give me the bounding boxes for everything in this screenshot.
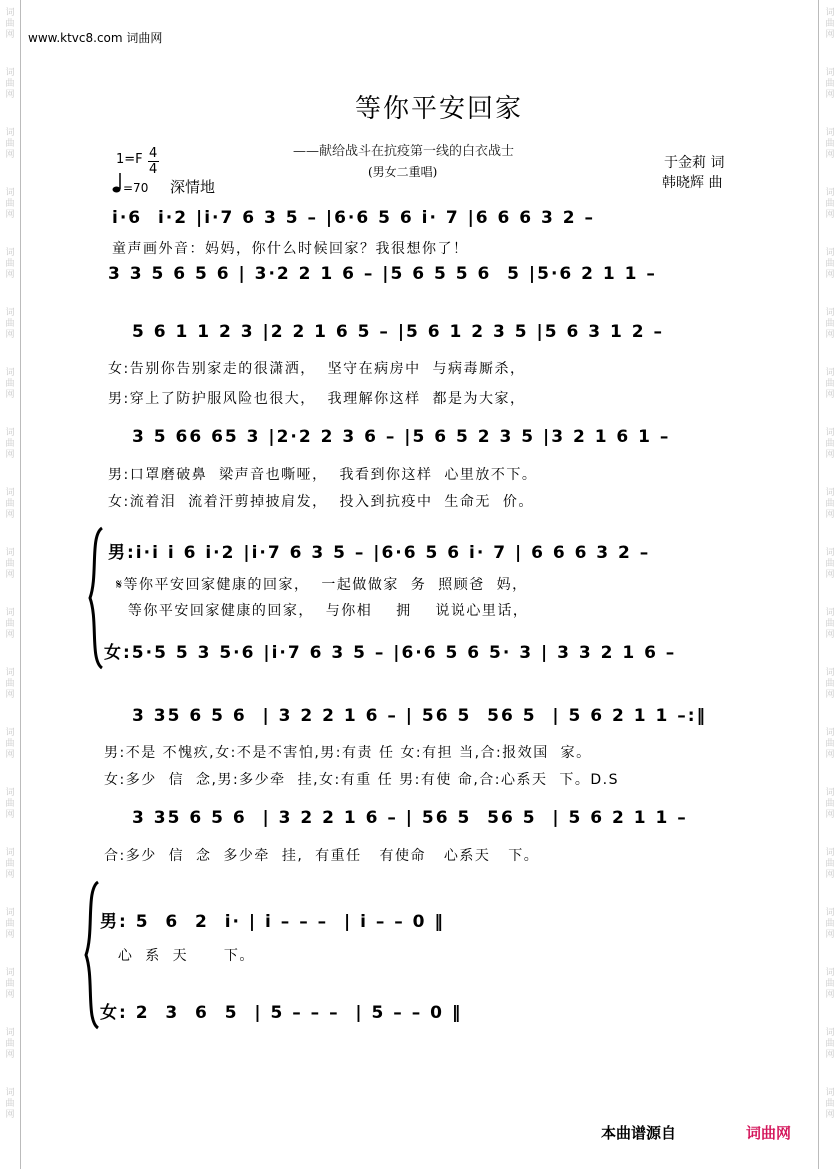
- watermark-text: 词 曲 网: [825, 848, 835, 880]
- watermark-text: 词 曲 网: [5, 1028, 15, 1060]
- watermark-text: 词 曲 网: [825, 308, 835, 340]
- tempo-mark: =70: [123, 181, 149, 195]
- watermark-text: 词 曲 网: [825, 908, 835, 940]
- watermark-text: 词 曲 网: [825, 368, 835, 400]
- lyric-line-4: 男:口罩磨破鼻 梁声音也嘶哑， 我看到你这样 心里放不下。: [108, 467, 538, 483]
- watermark-text: 词 曲 网: [825, 668, 835, 700]
- footer-source-label: 本曲谱源自: [601, 1124, 677, 1142]
- watermark-text: 词 曲 网: [825, 788, 835, 820]
- score-line-10-female: 女: 2 3 6 5 | 5 – – – | 5 – – 0 ‖: [100, 1003, 463, 1023]
- watermark-text: 词 曲 网: [825, 248, 835, 280]
- lyric-line-6: 𝄋等你平安回家健康的回家， 一起做做家 务 照顾爸 妈，: [116, 577, 528, 593]
- watermark-text: 词 曲 网: [5, 788, 15, 820]
- system-brace-2: [82, 880, 100, 1034]
- score-line-7: 3 35 6 5 6 | 3 2 2 1 6 – | 56 5 56 5 | 5 6 2 1 1 –:‖: [132, 706, 708, 726]
- watermark-text: 词 曲 网: [5, 8, 15, 40]
- lyric-line-7: 等你平安回家健康的回家， 与你相 拥 说说心里话，: [116, 603, 529, 619]
- score-line-5-male: 男:i·i i 6 i·2 |i·7 6 3 5 – |6·6 5 6 i· 7 | 6 6 6 3 2 –: [108, 543, 651, 563]
- lyric-line-2: 女:告别你告别家走的很潇洒， 坚守在病房中 与病毒厮杀，: [108, 361, 526, 377]
- lyric-line-1: 童声画外音：妈妈，你什么时候回家？我很想你了！: [112, 241, 469, 257]
- watermark-text: 词 曲 网: [825, 1028, 835, 1060]
- watermark-text: 词 曲 网: [825, 548, 835, 580]
- time-signature-bottom: 4: [149, 162, 158, 177]
- watermark-text: 词 曲 网: [5, 908, 15, 940]
- subtitle: ——献给战斗在抗疫第一线的白衣战士: [293, 144, 515, 159]
- watermark-text: 词 曲 网: [825, 68, 835, 100]
- score-line-3: 5 6 1 1 2 3 |2 2 1 6 5 – |5 6 1 2 3 5 |5 6 3 1 2 –: [132, 322, 664, 342]
- quarter-note-icon: [112, 172, 122, 198]
- voicing-note: (男女二重唱): [368, 165, 438, 179]
- watermark-text: 词 曲 网: [825, 8, 835, 40]
- composer-credit: 韩晓辉 曲: [662, 175, 723, 191]
- watermark-text: 词 曲 网: [5, 668, 15, 700]
- page-title: 等你平安回家: [355, 94, 524, 124]
- watermark-text: 词 曲 网: [5, 188, 15, 220]
- system-brace-1: [86, 526, 104, 674]
- watermark-text: 词 曲 网: [5, 248, 15, 280]
- key-signature: 1=F: [116, 152, 143, 167]
- watermark-text: 词 曲 网: [5, 428, 15, 460]
- lyric-line-3: 男:穿上了防护服风险也很大， 我理解你这样 都是为大家，: [108, 391, 526, 407]
- score-line-8: 3 35 6 5 6 | 3 2 2 1 6 – | 56 5 56 5 | 5 6 2 1 1 –: [132, 808, 688, 828]
- score-line-6-female: 女:5·5 5 3 5·6 |i·7 6 3 5 – |6·6 5 6 5· 3 | 3 3 2 1 6 –: [104, 643, 677, 663]
- expression-mark: 深情地: [170, 178, 216, 196]
- lyric-line-10: 合:多少 信 念 多少牵 挂, 有重任 有使命 心系天 下。: [104, 848, 540, 864]
- watermark-text: 词 曲 网: [825, 488, 835, 520]
- footer-brand-link[interactable]: 词曲网: [746, 1124, 792, 1142]
- watermark-text: 词 曲 网: [5, 608, 15, 640]
- left-margin-line: [20, 0, 21, 1169]
- watermark-text: 词 曲 网: [825, 128, 835, 160]
- watermark-text: 词 曲 网: [825, 188, 835, 220]
- watermark-text: 词 曲 网: [5, 308, 15, 340]
- watermark-text: 词 曲 网: [5, 728, 15, 760]
- score-line-4: 3 5 66 65 3 |2·2 2 3 6 – |5 6 5 2 3 5 |3 2 1 6 1 –: [132, 427, 671, 447]
- lyric-line-9: 女:多少 信 念,男:多少牵 挂,女:有重 任 男:有使 命,合:心系天 下。D.S: [104, 772, 620, 788]
- lyric-line-5: 女:流着泪 流着汗剪掉披肩发， 投入到抗疫中 生命无 价。: [108, 494, 534, 510]
- watermark-text: 词 曲 网: [5, 488, 15, 520]
- watermark-text: 词 曲 网: [825, 428, 835, 460]
- score-line-1: i·6 i·2 |i·7 6 3 5 – |6·6 5 6 i· 7 |6 6 6 3 2 –: [112, 208, 596, 228]
- lyricist-credit: 于金莉 词: [664, 155, 725, 171]
- right-margin-line: [818, 0, 819, 1169]
- lyric-line-11: 心 系 天 下。: [100, 948, 255, 964]
- site-url[interactable]: www.ktvc8.com 词曲网: [28, 31, 163, 45]
- lyric-line-8: 男:不是 不愧疚,女:不是不害怕,男:有责 任 女:有担 当,合:报效国 家。: [104, 745, 592, 761]
- watermark-text: 词 曲 网: [825, 608, 835, 640]
- watermark-text: 词 曲 网: [825, 728, 835, 760]
- watermark-text: 词 曲 网: [5, 848, 15, 880]
- watermark-text: 词 曲 网: [5, 968, 15, 1000]
- watermark-text: 词 曲 网: [5, 1088, 15, 1120]
- watermark-text: 词 曲 网: [5, 68, 15, 100]
- score-line-2: 3 3 5 6 5 6 | 3·2 2 1 6 – |5 6 5 5 6 5 |5·6 2 1 1 –: [108, 264, 657, 284]
- watermark-text: 词 曲 网: [5, 548, 15, 580]
- score-line-9-male: 男: 5 6 2 i· | i – – – | i – – 0 ‖: [100, 912, 445, 932]
- watermark-text: 词 曲 网: [825, 1088, 835, 1120]
- watermark-text: 词 曲 网: [5, 368, 15, 400]
- time-signature-top: 4: [149, 146, 158, 161]
- watermark-text: 词 曲 网: [825, 968, 835, 1000]
- watermark-text: 词 曲 网: [5, 128, 15, 160]
